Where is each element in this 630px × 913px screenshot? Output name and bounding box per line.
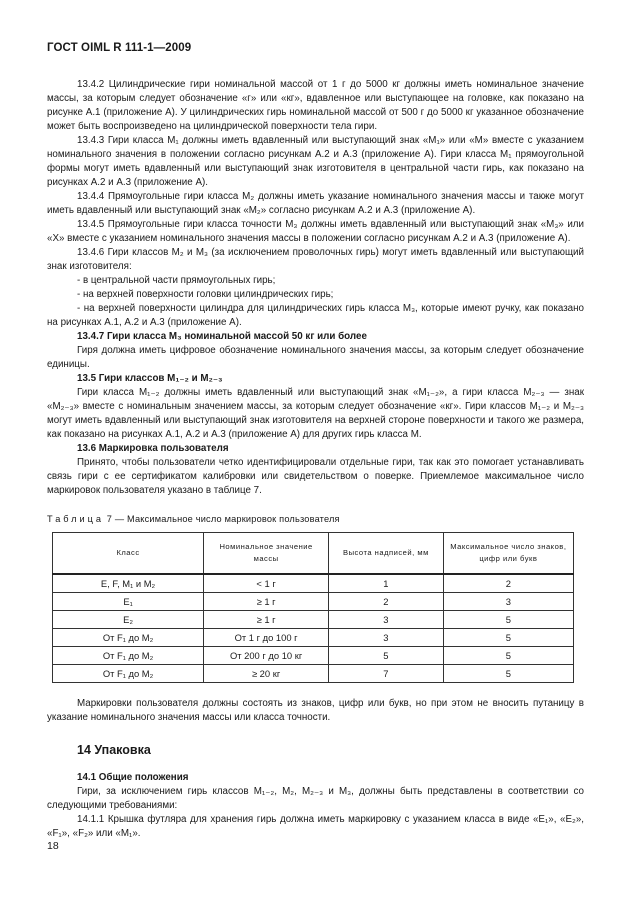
- paragraph-13-4-5: 13.4.5 Прямоугольные гири класса точности M₃ должны иметь вдавленный или выступающий знак «M₃» или «X» вместе с указанием номинального значения массы в положении согласно рисункам А.2 и А.3 (приложение А).: [47, 219, 584, 244]
- paragraph-13-4-2: 13.4.2 Цилиндрические гири номинальной массой от 1 г до 5000 кг должны иметь номинальное значение массы, за которым следует обозначение «г» или «кг», вдавленное или выступающее на головке, как показано на рисунке А.1 (приложение А). У цилиндрических гирь номинальной массой от 500 г до 5000 кг указанное обозначение может быть воспроизведено на цилиндрической поверхности тела гири.: [47, 79, 584, 132]
- table-cell: От F₁ до M₂: [53, 629, 204, 647]
- table-row: [53, 574, 574, 593]
- table-header-cell: Максимальное число знаков, цифр или букв: [443, 533, 573, 575]
- table-cell: E₂: [53, 611, 204, 629]
- table-header-cell: Номинальное значение массы: [204, 533, 329, 575]
- table-cell: От F₁ до M₂: [53, 647, 204, 665]
- table-caption: [47, 512, 584, 526]
- table-cell: ≥ 20 кг: [204, 665, 329, 683]
- table-cell: < 1 г: [204, 574, 329, 593]
- table-cell: 3: [443, 593, 573, 611]
- table-row: [53, 629, 574, 647]
- list-item: - в центральной части прямоугольных гирь;: [77, 275, 276, 286]
- heading-13-6: 13.6 Маркировка пользователя: [77, 443, 229, 454]
- table-cell: 5: [443, 629, 573, 647]
- paragraph-13-6-body: Принято, чтобы пользователи четко идентифицировали отдельные гири, так как это помогает устанавливать связь гири с ее сертификатом калибровки или свидетельством о поверке. Приемлемое максимальное число маркировок пользователя указано в таблице 7.: [47, 457, 584, 496]
- table-cell: ≥ 1 г: [204, 611, 329, 629]
- list-item: - на верхней поверхности головки цилиндрических гирь;: [77, 289, 334, 300]
- paragraph-13-4-7-body: Гиря должна иметь цифровое обозначение номинального значения массы, за которым следует обозначение единицы.: [47, 345, 584, 370]
- table-cell: 7: [329, 665, 444, 683]
- table-cell: 1: [329, 574, 444, 593]
- paragraph-13-4-6: 13.4.6 Гири классов M₂ и M₃ (за исключением проволочных гирь) могут иметь вдавленный или выступающий знак изготовителя:: [47, 247, 584, 272]
- table-cell: 2: [443, 574, 573, 593]
- heading-13-5: 13.5 Гири классов M₁₋₂ и M₂₋₃: [77, 373, 223, 384]
- spacer: [47, 683, 584, 697]
- table-cell: 2: [329, 593, 444, 611]
- table-cell: От F₁ до M₂: [53, 665, 204, 683]
- table-row: [53, 611, 574, 629]
- table-header-cell: Класс: [53, 533, 204, 575]
- paragraph-14-1-1: 14.1.1 Крышка футляра для хранения гирь должна иметь маркировку с указанием класса в виде «E₁», «E₂», «F₁», «F₂» или «M₁».: [47, 814, 584, 839]
- page-header: ГОСТ OIML R 111-1—2009: [47, 42, 192, 54]
- table-caption-word: Таблица: [47, 514, 105, 524]
- heading-14-1: 14.1 Общие положения: [77, 772, 189, 783]
- page-number: 18: [47, 840, 59, 852]
- heading-13-4-7: 13.4.7 Гири класса M₃ номинальной массой 50 кг или более: [77, 331, 367, 342]
- paragraph-13-4-4: 13.4.4 Прямоугольные гири класса M₂ должны иметь указание номинального значения массы и также могут иметь вдавленный или выступающий знак «M₂» согласно рисункам А.2 и А.3 (приложение А).: [47, 191, 584, 216]
- table-cell: ≥ 1 г: [204, 593, 329, 611]
- paragraph-13-5-body: Гири класса M₁₋₂ должны иметь вдавленный или выступающий знак «M₁₋₂», а гири класса M₂₋₃ — знак «M₂₋₃» вместе с номинальным значением массы, за которым следует обозначение «кг». Гири классов M₁₋₂ и M₂₋₃ могут иметь вдавленный или выступающий знак изготовителя на верхней стороне поверхности и такого же размера, как показано на рисунках А.1, А.2 и А.3 (приложение А) для других гирь класса M.: [47, 387, 584, 440]
- table-7: [52, 532, 574, 683]
- table-header-row: [53, 533, 574, 575]
- spacer: [47, 757, 584, 771]
- page-content: [47, 78, 584, 841]
- paragraph-13-6-note: Маркировки пользователя должны состоять из знаков, цифр или букв, но при этом не вносить путаницу в указание номинального значения массы или класса точности.: [47, 698, 584, 723]
- table-cell: 5: [443, 665, 573, 683]
- table-cell: От 200 г до 10 кг: [204, 647, 329, 665]
- table-cell: От 1 г до 100 г: [204, 629, 329, 647]
- list-item: - на верхней поверхности цилиндра для цилиндрических гирь класса M₃, которые имеют ручку, как показано на рисунках А.1, А.2 и А.3 (приложение А).: [47, 303, 584, 328]
- paragraph-13-4-3: 13.4.3 Гири класса M₁ должны иметь вдавленный или выступающий знак «M₁» или «M» вместе с указанием номинального значения в положении согласно рисункам А.2 и А.3 (приложение А). Гири класса M₁ прямоугольной формы могут иметь вдавленный или выступающий знак изготовителя в центральной части гирь, как показано на рисунках А.2 и А.3 (приложение А).: [47, 135, 584, 188]
- table-cell: 3: [329, 611, 444, 629]
- table-cell: 5: [443, 611, 573, 629]
- table-row: [53, 665, 574, 683]
- table-cell: 5: [443, 647, 573, 665]
- table-cell: 3: [329, 629, 444, 647]
- table-header-cell: Высота надписей, мм: [329, 533, 444, 575]
- table-cell: E₁: [53, 593, 204, 611]
- paragraph-14-1-body: Гири, за исключением гирь классов M₁₋₂, M₂, M₂₋₃ и M₃, должны быть представлены в соответствии со следующими требованиями:: [47, 786, 584, 811]
- table-row: [53, 647, 574, 665]
- table-cell: 5: [329, 647, 444, 665]
- table-cell: E, F, M₁ и M₂: [53, 574, 204, 593]
- section-14-heading: 14 Упаковка: [77, 743, 151, 757]
- table-caption-text: 7 — Максимальное число маркировок пользователя: [106, 514, 340, 524]
- table-row: [53, 593, 574, 611]
